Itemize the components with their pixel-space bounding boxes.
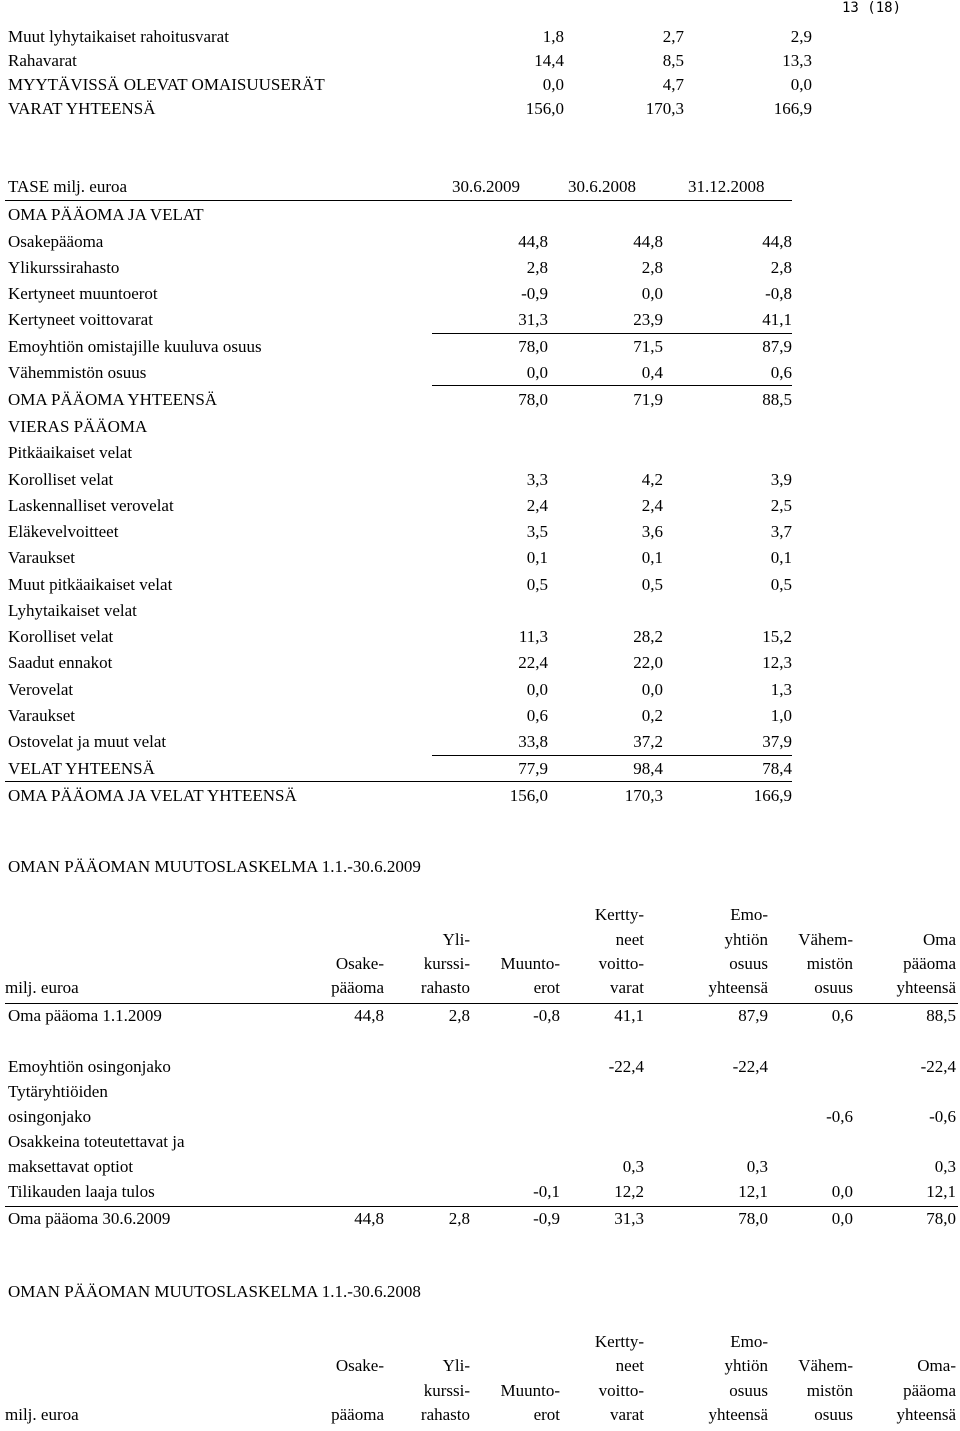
- tase-value-2008b: 166,9: [753, 786, 792, 805]
- tase-value-2008a: 37,2: [633, 732, 663, 751]
- equity-2009-header-c1: Osake-: [335, 954, 384, 973]
- equity-2009-header-c4: voitto-: [598, 954, 644, 973]
- equity-2008-label-header: milj. euroa: [5, 1405, 79, 1424]
- tase-value-2008a: 4,2: [641, 470, 663, 489]
- tase-header-rule: [5, 200, 792, 201]
- tase-value-2009: 78,0: [518, 337, 548, 356]
- tase-value-2009: 0,5: [526, 575, 548, 594]
- tase-value-2008a: 98,4: [633, 759, 663, 778]
- equity-2009-value-c7: 78,0: [926, 1209, 956, 1228]
- tase-value-2009: 44,8: [518, 232, 548, 251]
- top-row-value-2008a: 170,3: [645, 99, 684, 118]
- tase-value-2008a: 2,4: [641, 496, 663, 515]
- top-row-label: MYYTÄVISSÄ OLEVAT OMAISUUSERÄT: [8, 75, 325, 94]
- equity-2009-value-c5: 78,0: [738, 1209, 768, 1228]
- equity-2009-header-c1: pääoma: [331, 978, 384, 997]
- subtotal-rule-2: [432, 385, 792, 386]
- tase-row-label: Kertyneet voittovarat: [8, 310, 153, 329]
- equity-2009-value-c4: -22,4: [608, 1057, 644, 1076]
- top-row-value-2008b: 166,9: [773, 99, 812, 118]
- tase-value-2008a: 0,2: [641, 706, 663, 725]
- tase-value-2008a: 0,0: [641, 284, 663, 303]
- equity-2009-header-c5: Emo-: [730, 905, 768, 924]
- tase-value-2008b: -0,8: [765, 284, 792, 303]
- tase-value-2009: 33,8: [518, 732, 548, 751]
- tase-row-label: OMA PÄÄOMA JA VELAT: [8, 205, 204, 224]
- tase-value-2008b: 2,8: [770, 258, 792, 277]
- equity-2009-value-c3: -0,8: [533, 1006, 560, 1025]
- tase-row-label: Ylikurssirahasto: [8, 258, 120, 277]
- equity-2009-value-c7: 88,5: [926, 1006, 956, 1025]
- tase-col3-header: 31.12.2008: [688, 177, 765, 196]
- tase-value-2009: 0,1: [526, 548, 548, 567]
- equity-2009-header-c5: yhtiön: [724, 930, 768, 949]
- tase-value-2008b: 1,0: [770, 706, 792, 725]
- equity-2009-header-c7: pääoma: [903, 954, 956, 973]
- equity-2009-value-c7: 12,1: [926, 1182, 956, 1201]
- tase-value-2009: 2,4: [526, 496, 548, 515]
- equity-2009-header-c2: kurssi-: [423, 954, 470, 973]
- tase-value-2008b: 0,5: [770, 575, 792, 594]
- tase-value-2008a: 0,4: [641, 363, 663, 382]
- equity-2008-header-c7: pääoma: [903, 1381, 956, 1400]
- tase-value-2008a: 44,8: [633, 232, 663, 251]
- equity-2008-header-c7: yhteensä: [896, 1405, 956, 1424]
- tase-row-label: Kertyneet muuntoerot: [8, 284, 158, 303]
- equity-2009-header-c4: neet: [615, 930, 644, 949]
- tase-value-2009: 31,3: [518, 310, 548, 329]
- tase-row-label: Emoyhtiön omistajille kuuluva osuus: [8, 337, 262, 356]
- tase-row-label: Korolliset velat: [8, 627, 114, 646]
- equity-2009-label-header: milj. euroa: [5, 978, 79, 997]
- tase-title: TASE milj. euroa: [8, 177, 128, 196]
- top-row-value-2008b: 2,9: [790, 27, 812, 46]
- equity-2009-header-c4: varat: [610, 978, 644, 997]
- equity-2009-value-c6: 0,0: [831, 1209, 853, 1228]
- top-row-value-2008a: 4,7: [662, 75, 684, 94]
- tase-row-label: OMA PÄÄOMA JA VELAT YHTEENSÄ: [8, 786, 297, 805]
- equity-2009-header-c6: Vähem-: [798, 930, 853, 949]
- top-row-value-2009: 1,8: [542, 27, 564, 46]
- top-row-label: Muut lyhytaikaiset rahoitusvarat: [8, 27, 229, 46]
- equity-2009-row-label: Oma pääoma 30.6.2009: [8, 1209, 171, 1228]
- top-row-value-2008b: 0,0: [790, 75, 812, 94]
- tase-row-label: Ostovelat ja muut velat: [8, 732, 167, 751]
- tase-value-2008a: 2,8: [641, 258, 663, 277]
- tase-value-2008b: 3,7: [770, 522, 792, 541]
- tase-value-2008b: 88,5: [762, 390, 792, 409]
- equity-2009-value-c7: -0,6: [929, 1107, 956, 1126]
- tase-row-label: Muut pitkäaikaiset velat: [8, 575, 173, 594]
- tase-value-2008a: 28,2: [633, 627, 663, 646]
- equity-2009-value-c5: 87,9: [738, 1006, 768, 1025]
- equity-2009-header-c4: Kertty-: [594, 905, 644, 924]
- equity-2009-value-c4: 0,3: [622, 1157, 644, 1176]
- equity-2009-header-c2: Yli-: [442, 930, 470, 949]
- tase-value-2008a: 71,9: [633, 390, 663, 409]
- tase-value-2009: 3,3: [526, 470, 548, 489]
- tase-value-2009: 0,6: [526, 706, 548, 725]
- equity-2009-row-label: osingonjako: [8, 1107, 92, 1126]
- equity-2009-value-c3: -0,1: [533, 1182, 560, 1201]
- tase-value-2008a: 0,5: [641, 575, 663, 594]
- equity-2009-header-c7: yhteensä: [896, 978, 956, 997]
- equity-2009-header-c6: mistön: [806, 954, 853, 973]
- tase-row-label: VIERAS PÄÄOMA: [8, 417, 148, 436]
- equity-2009-row-label: Tilikauden laaja tulos: [8, 1182, 155, 1201]
- equity-2008-header-c2: rahasto: [420, 1405, 470, 1424]
- tase-value-2009: 11,3: [518, 627, 548, 646]
- equity-2008-header-c2: Yli-: [442, 1356, 470, 1375]
- equity-changes-2008-title: OMAN PÄÄOMAN MUUTOSLASKELMA 1.1.-30.6.2008: [8, 1282, 421, 1301]
- equity-2009-value-c6: -0,6: [826, 1107, 853, 1126]
- tase-value-2008b: 2,5: [770, 496, 792, 515]
- equity-2009-value-c7: 0,3: [934, 1157, 956, 1176]
- tase-value-2008b: 0,1: [770, 548, 792, 567]
- subtotal-rule-3: [432, 755, 792, 756]
- tase-value-2009: 0,0: [526, 363, 548, 382]
- tase-row-label: Laskennalliset verovelat: [8, 496, 174, 515]
- equity-2008-header-c4: varat: [610, 1405, 644, 1424]
- equity-2009-header-c2: rahasto: [420, 978, 470, 997]
- tase-col2-header: 30.6.2008: [568, 177, 636, 196]
- equity-2009-value-c6: 0,0: [831, 1182, 853, 1201]
- top-row-value-2009: 0,0: [542, 75, 564, 94]
- top-row-label: Rahavarat: [8, 51, 77, 70]
- equity-2009-header-c7: Oma: [922, 930, 956, 949]
- equity-2009-row-label: Osakkeina toteutettavat ja: [8, 1132, 185, 1151]
- equity-2008-header-c1: pääoma: [331, 1405, 384, 1424]
- tase-value-2008a: 71,5: [633, 337, 663, 356]
- tase-value-2008b: 0,6: [770, 363, 792, 382]
- equity-2009-value-c4: 12,2: [614, 1182, 644, 1201]
- top-row-label: VARAT YHTEENSÄ: [8, 99, 156, 118]
- tase-row-label: VELAT YHTEENSÄ: [8, 759, 155, 778]
- equity-2009-value-c6: 0,6: [831, 1006, 853, 1025]
- equity-2009-row-label: Oma pääoma 1.1.2009: [8, 1006, 162, 1025]
- tase-value-2008b: 37,9: [762, 732, 792, 751]
- equity-2009-header-c6: osuus: [814, 978, 853, 997]
- tase-value-2009: 78,0: [518, 390, 548, 409]
- subtotal-rule-1: [432, 333, 792, 334]
- equity-2008-header-c3: erot: [533, 1405, 560, 1424]
- equity-2008-header-c5: yhtiön: [724, 1356, 768, 1375]
- equity-2009-header-c3: erot: [533, 978, 560, 997]
- equity-2009-value-c7: -22,4: [920, 1057, 956, 1076]
- top-row-value-2009: 156,0: [525, 99, 564, 118]
- equity-2009-subtotal-rule: [5, 1206, 958, 1207]
- equity-2008-header-c6: Vähem-: [798, 1356, 853, 1375]
- tase-row-label: Korolliset velat: [8, 470, 114, 489]
- tase-row-label: Varaukset: [8, 706, 76, 725]
- tase-value-2009: -0,9: [521, 284, 548, 303]
- top-row-value-2009: 14,4: [534, 51, 564, 70]
- tase-value-2008a: 22,0: [633, 653, 663, 672]
- top-row-value-2008a: 8,5: [662, 51, 684, 70]
- tase-value-2009: 0,0: [526, 680, 548, 699]
- tase-value-2009: 2,8: [526, 258, 548, 277]
- tase-value-2008b: 3,9: [770, 470, 792, 489]
- equity-2008-header-c1: Osake-: [335, 1356, 384, 1375]
- equity-2008-header-c2: kurssi-: [423, 1381, 470, 1400]
- equity-2009-value-c2: 2,8: [448, 1209, 470, 1228]
- tase-value-2008a: 0,1: [641, 548, 663, 567]
- tase-value-2008b: 78,4: [762, 759, 792, 778]
- tase-value-2008a: 3,6: [641, 522, 663, 541]
- tase-value-2008a: 170,3: [624, 786, 663, 805]
- equity-2008-header-c5: yhteensä: [708, 1405, 768, 1424]
- tase-value-2008a: 23,9: [633, 310, 663, 329]
- equity-2009-row-label: maksettavat optiot: [8, 1157, 134, 1176]
- equity-2008-header-c4: voitto-: [598, 1381, 644, 1400]
- equity-changes-2009-title: OMAN PÄÄOMAN MUUTOSLASKELMA 1.1.-30.6.2009: [8, 857, 421, 876]
- tase-value-2008a: 0,0: [641, 680, 663, 699]
- top-row-value-2008b: 13,3: [782, 51, 812, 70]
- tase-value-2009: 77,9: [518, 759, 548, 778]
- equity-2008-header-c6: osuus: [814, 1405, 853, 1424]
- equity-2009-value-c2: 2,8: [448, 1006, 470, 1025]
- equity-2009-header-c3: Muunto-: [500, 954, 560, 973]
- tase-row-label: Pitkäaikaiset velat: [8, 443, 133, 462]
- equity-2009-value-c5: -22,4: [732, 1057, 768, 1076]
- tase-value-2008b: 41,1: [762, 310, 792, 329]
- tase-value-2008b: 15,2: [762, 627, 792, 646]
- equity-2008-header-c5: osuus: [729, 1381, 768, 1400]
- tase-row-label: Osakepääoma: [8, 232, 104, 251]
- tase-value-2008b: 87,9: [762, 337, 792, 356]
- top-row-value-2008a: 2,7: [662, 27, 684, 46]
- equity-2009-value-c4: 31,3: [614, 1209, 644, 1228]
- tase-value-2009: 22,4: [518, 653, 548, 672]
- equity-2009-value-c3: -0,9: [533, 1209, 560, 1228]
- equity-2008-header-c5: Emo-: [730, 1332, 768, 1351]
- tase-row-label: OMA PÄÄOMA YHTEENSÄ: [8, 390, 218, 409]
- tase-row-label: Vähemmistön osuus: [8, 363, 147, 382]
- equity-2009-value-c4: 41,1: [614, 1006, 644, 1025]
- tase-row-label: Verovelat: [8, 680, 74, 699]
- total-rule-velat: [5, 781, 792, 782]
- equity-2008-header-c4: Kertty-: [594, 1332, 644, 1351]
- equity-2009-header-c5: yhteensä: [708, 978, 768, 997]
- equity-2009-value-c5: 0,3: [746, 1157, 768, 1176]
- tase-value-2009: 3,5: [526, 522, 548, 541]
- tase-value-2008b: 12,3: [762, 653, 792, 672]
- equity-2009-value-c1: 44,8: [354, 1209, 384, 1228]
- equity-2009-header-c5: osuus: [729, 954, 768, 973]
- tase-value-2008b: 44,8: [762, 232, 792, 251]
- equity-2009-row-label: Emoyhtiön osingonjako: [8, 1057, 171, 1076]
- equity-2008-header-c7: Oma-: [917, 1356, 956, 1375]
- tase-value-2009: 156,0: [509, 786, 548, 805]
- tase-value-2008b: 1,3: [770, 680, 792, 699]
- equity-2008-header-c6: mistön: [806, 1381, 853, 1400]
- equity-2008-header-c4: neet: [615, 1356, 644, 1375]
- equity-2009-row-label: Tytäryhtiöiden: [8, 1082, 108, 1101]
- tase-row-label: Lyhytaikaiset velat: [8, 601, 137, 620]
- tase-row-label: Varaukset: [8, 548, 76, 567]
- page-number: 13 (18): [842, 0, 902, 16]
- tase-col1-header: 30.6.2009: [452, 177, 520, 196]
- tase-row-label: Eläkevelvoitteet: [8, 522, 119, 541]
- equity-2008-header-c3: Muunto-: [500, 1381, 560, 1400]
- tase-row-label: Saadut ennakot: [8, 653, 113, 672]
- equity-2009-value-c1: 44,8: [354, 1006, 384, 1025]
- equity-2009-value-c5: 12,1: [738, 1182, 768, 1201]
- equity-2009-header-rule: [5, 1003, 958, 1004]
